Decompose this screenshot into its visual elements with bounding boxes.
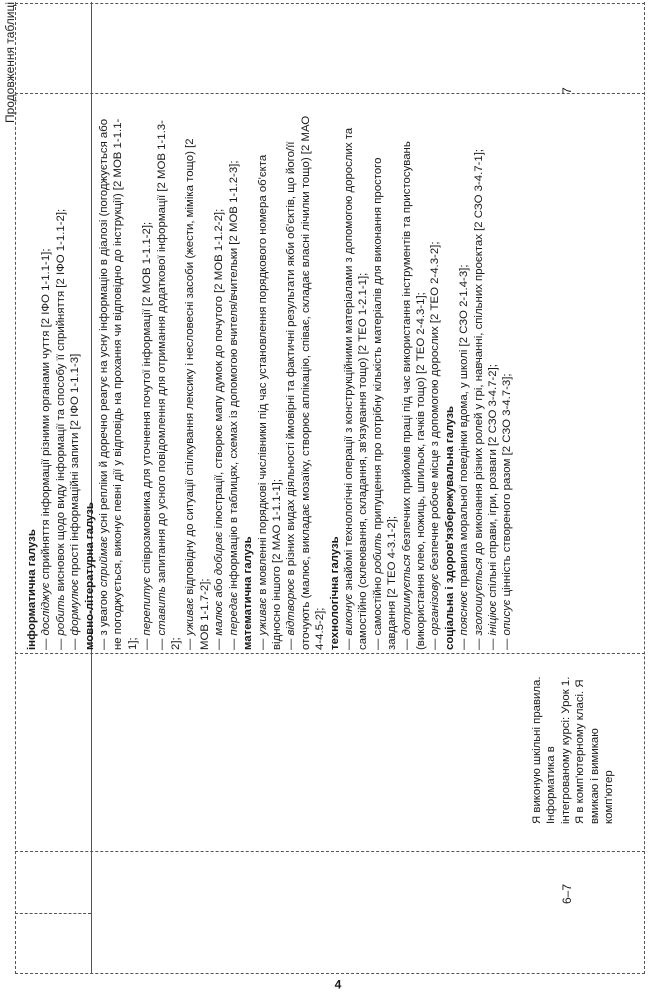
item-text: знайомі технологічні операції з конструкційними матеріалами з допомогою дорослих та самостійно (склеювання, складання, зв'язування тощо) [2 ТЕО 1-2.1-1]; bbox=[342, 127, 370, 650]
item-text: в різних видах діяльності ймовірні та фактичні результати якби об'єктів, що його/її оточують (малює, викладає мозаїку, створює аплікацію, співає, складає власні лічилки тощо) [2 МАО 4-4.5-2]; bbox=[285, 115, 327, 650]
outcome-item bbox=[371, 110, 400, 650]
item-dash: — bbox=[472, 638, 485, 650]
item-text: цінність створеного разом [2 СЗО 3-4.7-3]; bbox=[501, 373, 514, 600]
item-verb: уживає bbox=[184, 597, 197, 636]
item-dash: — bbox=[371, 638, 384, 650]
item-text: висновок щодо виду інформації та способу її сприйняття [2 ІФО 1-1.1-2]; bbox=[54, 208, 67, 595]
table-border-left bbox=[15, 973, 645, 974]
domain-heading: інформатична галузь bbox=[26, 529, 38, 650]
item-text: ілюстрації, створює мапу думок до почутого [2 МОВ 1-1.2-2]; bbox=[213, 208, 226, 532]
outcome-item bbox=[256, 110, 285, 650]
item-verb: дотримується bbox=[400, 554, 413, 636]
item-verb: уживає bbox=[256, 597, 269, 636]
item-dash: — bbox=[285, 638, 298, 650]
outcome-item bbox=[155, 110, 184, 650]
learning-outcomes bbox=[25, 110, 515, 650]
item-text: спільні справи, ігри, розваги [2 СЗО 3-4.7-2]; bbox=[487, 364, 499, 601]
item-dash: — bbox=[501, 638, 514, 650]
item-text: безпечне робоче місце з допомогою дорослих [2 ТЕО 2-4.3-2]; bbox=[429, 241, 442, 574]
outcome-item bbox=[457, 110, 471, 650]
item-dash: — bbox=[69, 638, 82, 650]
item-text: сприйняття інформації різними органами чуття [2 ІФО 1-1.1-1]; bbox=[40, 248, 53, 583]
item-dash: — bbox=[40, 638, 53, 650]
table-border-top bbox=[15, 2, 16, 974]
item-dash: — bbox=[98, 638, 111, 650]
outcome-item bbox=[183, 110, 212, 650]
outcome-item bbox=[140, 110, 154, 650]
item-prefix: з увагою bbox=[98, 587, 111, 636]
item-text: усні репліки й доречно реагує на усну інформацію в діалозі (погоджується або не погоджується, виконує певні дії у відповідь на прохання чи відповідно до інструкції) [2 МОВ 1-1.1-1]; bbox=[98, 118, 139, 650]
outcome-item bbox=[472, 110, 486, 650]
domain-heading: мовно-літературна галузь bbox=[83, 502, 96, 650]
item-dash: — bbox=[227, 638, 240, 650]
item-text: співрозмовника для уточнення почутої інформації [2 МОВ 1-1.1-2]; bbox=[141, 221, 154, 577]
outcome-item bbox=[68, 110, 82, 650]
item-dash: — bbox=[487, 638, 499, 650]
item-dash: — bbox=[155, 638, 168, 650]
item-verb: пояснює bbox=[458, 590, 471, 636]
column-divider bbox=[15, 653, 645, 654]
outcome-item bbox=[400, 110, 429, 650]
item-verb: досліджує bbox=[40, 582, 53, 636]
item-verb: малює bbox=[213, 600, 226, 636]
outcome-item bbox=[500, 110, 514, 650]
domain-heading: технологічна галузь bbox=[328, 536, 341, 650]
lesson-topic: Я виконую шкільні правила. Інформатика в інтегрованому курсі: Урок 1. Я в комп'ютерному класі. Я вмикаю і вимикаю комп'ютер bbox=[531, 676, 616, 824]
item-verb: ставить bbox=[155, 586, 168, 636]
item-text: прості інформаційні запити [2 ІФО 1-1.1-3] bbox=[69, 353, 82, 580]
page-number: 4 bbox=[334, 977, 342, 992]
item-verb: формулює bbox=[69, 579, 82, 636]
item-verb: добирає bbox=[213, 531, 226, 576]
item-verb: робить bbox=[371, 532, 384, 574]
outcome-item bbox=[227, 110, 241, 650]
item-text: запитання до усного повідомлення для отримання додаткової інформації [2 МОВ 1-1.3-2]; bbox=[155, 120, 183, 650]
item-text: припущення про потрібну кількість матеріалів для виконання простого завдання [2 ТЕО 4-3.1-2]; bbox=[371, 157, 399, 650]
table-border-bottom bbox=[644, 2, 645, 974]
item-verb: перепитує bbox=[141, 576, 154, 636]
column-divider bbox=[15, 93, 645, 94]
item-text: інформацію в таблицях, схемах із допомогою вчителя/вчительки [2 МОВ 1-1.2-3]; bbox=[227, 160, 240, 593]
item-verb: робить bbox=[54, 594, 67, 636]
item-dash: — bbox=[213, 638, 226, 650]
item-verb: описує bbox=[501, 599, 514, 636]
outcome-item bbox=[284, 110, 327, 650]
table-border-right bbox=[15, 3, 645, 4]
item-verb: сприймає bbox=[98, 536, 111, 588]
item-dash: — bbox=[184, 638, 197, 650]
domain-heading: математична галузь bbox=[242, 536, 255, 650]
row-number: 6–7 bbox=[560, 883, 574, 904]
item-prefix: самостійно bbox=[371, 573, 384, 636]
item-verb: відтворює bbox=[285, 578, 298, 636]
item-verb: виконує bbox=[342, 593, 355, 636]
item-verb: зголошується bbox=[472, 557, 485, 636]
item-dash: — bbox=[54, 638, 67, 650]
item-text: або bbox=[213, 575, 226, 601]
item-verb: ініціює bbox=[487, 600, 499, 636]
item-dash: — bbox=[429, 638, 442, 650]
domain-heading: соціальна і здоров'язбережувальна галузь bbox=[443, 406, 456, 650]
outcome-item bbox=[212, 110, 226, 650]
item-text: безпечних прийомів праці під час використання інструментів та пристосувань (використання клею, ножиць, шпильок, гачків тощо) [2 ТЕО 2-4.3-1]; bbox=[400, 141, 427, 650]
outcome-item bbox=[54, 110, 68, 650]
item-text: правила моральної поведінки вдома, у школі [2 СЗО 2-1.4-3]; bbox=[458, 264, 471, 591]
column-divider bbox=[15, 851, 645, 852]
week-number: 7 bbox=[560, 87, 574, 94]
item-text: до виконання різних ролей у грі, навчанні, спільних проєктах [2 СЗО 3-4.7-1]; bbox=[472, 148, 485, 558]
outcome-item bbox=[97, 110, 140, 650]
item-dash: — bbox=[458, 638, 471, 650]
outcome-item bbox=[342, 110, 371, 650]
outcome-item bbox=[486, 110, 500, 650]
item-dash: — bbox=[256, 638, 269, 650]
column-divider bbox=[15, 913, 91, 914]
item-dash: — bbox=[141, 638, 154, 650]
item-verb: передає bbox=[227, 592, 240, 636]
item-verb: організовує bbox=[429, 573, 442, 636]
item-text: в мовленні порядкові числівники під час установлення порядкового номера об'єкта відносно іншого [2 МАО 1-1.1-1]; bbox=[256, 154, 283, 650]
outcome-item bbox=[428, 110, 442, 650]
outcome-item bbox=[39, 110, 53, 650]
item-dash: — bbox=[400, 638, 413, 650]
item-text: відповідну до ситуації спілкування лексику і несловесні засоби (жести, міміка тощо) [2 МОВ 1-1.7-2]; bbox=[184, 138, 211, 650]
table-continuation-label: Продовження таблиці bbox=[3, 2, 17, 124]
item-dash: — bbox=[342, 638, 355, 650]
